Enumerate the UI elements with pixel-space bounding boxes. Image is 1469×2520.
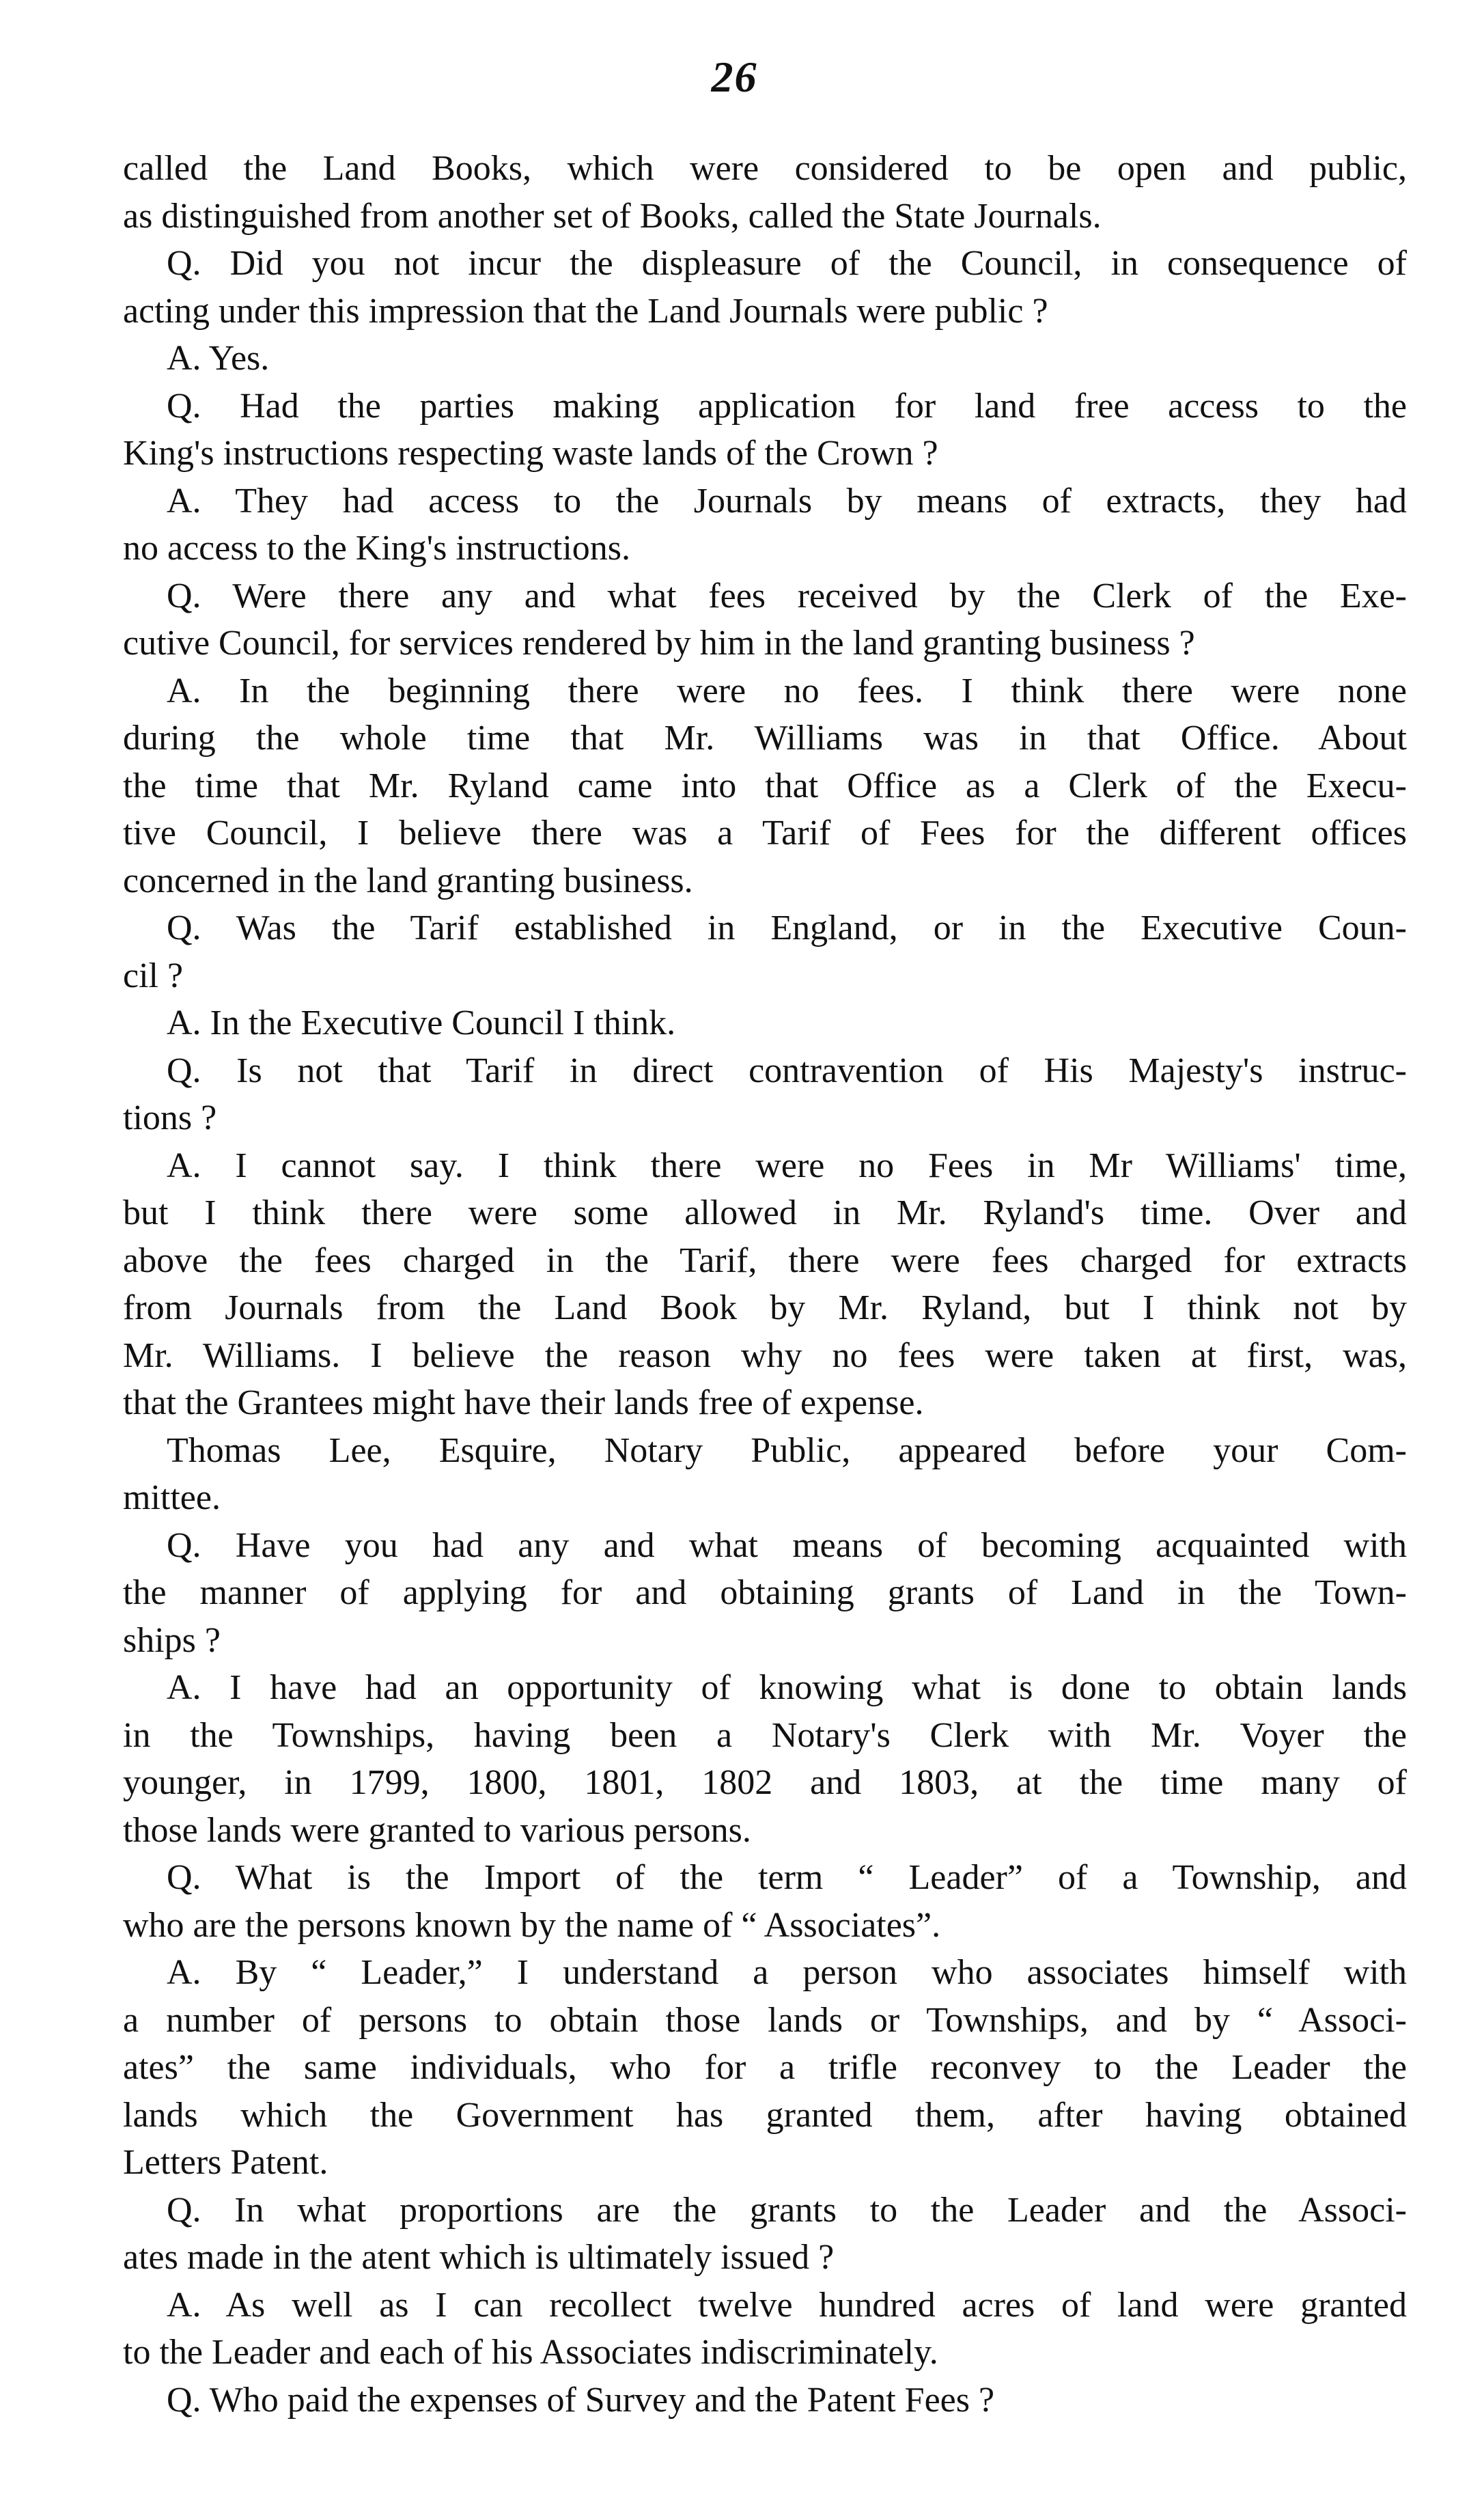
text-line: ates made in the atent which is ultimately issued ? [123, 2238, 835, 2277]
text-line: but I think there were some allowed in Mr. Ryland's time. Over and [123, 1193, 1407, 1232]
text-line: Q. Is not that Tarif in direct contravention of His Majesty's instruc- [167, 1051, 1407, 1090]
text-line: mittee. [123, 1478, 221, 1517]
text-line: above the fees charged in the Tarif, there were fees charged for extracts [123, 1241, 1407, 1280]
text-line: A. They had access to the Journals by means of extracts, they had [167, 481, 1407, 521]
text-line: that the Grantees might have their lands free of expense. [123, 1383, 924, 1422]
text-line: Q. Have you had any and what means of becoming acquainted with [167, 1525, 1407, 1565]
text-line: Q. Who paid the expenses of Survey and the Patent Fees ? [167, 2380, 995, 2420]
text-line: the manner of applying for and obtaining grants of Land in the Town- [123, 1573, 1407, 1612]
text-line: in the Townships, having been a Notary's Clerk with Mr. Voyer the [123, 1715, 1407, 1755]
text-line: Q. Was the Tarif established in England, or in the Executive Coun- [167, 909, 1407, 947]
text-line: Thomas Lee, Esquire, Notary Public, appeared before your Com- [167, 1430, 1407, 1470]
text-line: acting under this impression that the Land Journals were public ? [123, 291, 1048, 331]
text-line: to the Leader and each of his Associates indiscriminately. [123, 2333, 938, 2372]
text-line: during the whole time that Mr. Williams was in that Office. About [123, 719, 1407, 758]
text-line: those lands were granted to various persons. [123, 1810, 751, 1850]
text-line: a number of persons to obtain those lands or Townships, and by “ Associ- [123, 2000, 1407, 2040]
text-line: A. I cannot say. I think there were no Fees in Mr Williams' time, [167, 1146, 1407, 1185]
page-number: 26 [711, 53, 758, 101]
text-line: who are the persons known by the name of “ Associates”. [123, 1905, 941, 1945]
text-line: A. In the Executive Council I think. [167, 1003, 676, 1042]
text-line: Q. In what proportions are the grants to the Leader and the Associ- [167, 2190, 1407, 2230]
text-line: A. By “ Leader,” I understand a person who associates himself with [167, 1953, 1407, 1992]
text-line: the time that Mr. Ryland came into that Office as a Clerk of the Execu- [123, 766, 1407, 805]
text-line: concerned in the land granting business. [123, 861, 693, 900]
text-line: Q. Had the parties making application for land free access to the [167, 386, 1407, 426]
text-line: Mr. Williams. I believe the reason why no fees were taken at first, was, [123, 1335, 1407, 1375]
text-line: younger, in 1799, 1800, 1801, 1802 and 1803, at the time many of [123, 1763, 1407, 1802]
text-line: Q. What is the Import of the term “ Leader” of a Township, and [167, 1858, 1407, 1897]
text-line: called the Land Books, which were considered to be open and public, [123, 149, 1407, 188]
text-line: A. I have had an opportunity of knowing what is done to obtain lands [167, 1668, 1407, 1707]
text-line: ships ? [123, 1620, 221, 1660]
text-line: A. Yes. [167, 339, 270, 378]
text-line: King's instructions respecting waste lands of the Crown ? [123, 434, 938, 473]
text-line: Letters Patent. [123, 2143, 328, 2182]
text-line: lands which the Government has granted them, after having obtained [123, 2095, 1407, 2135]
text-line: A. As well as I can recollect twelve hundred acres of land were granted [167, 2285, 1407, 2325]
text-line: Q. Did you not incur the displeasure of the Council, in consequence of [167, 244, 1407, 283]
text-line: as distinguished from another set of Books, called the State Journals. [123, 196, 1102, 236]
text-line: cutive Council, for services rendered by him in the land granting business ? [123, 624, 1195, 663]
body-text [123, 145, 1407, 2424]
text-line: Q. Were there any and what fees received by the Clerk of the Exe- [167, 576, 1407, 615]
text-line: no access to the King's instructions. [123, 529, 631, 568]
text-line: from Journals from the Land Book by Mr. Ryland, but I think not by [123, 1288, 1407, 1327]
text-line: A. In the beginning there were no fees. I think there were none [167, 671, 1407, 710]
text-line: ates” the same individuals, who for a trifle reconvey to the Leader the [123, 2048, 1407, 2087]
text-line: tions ? [123, 1098, 217, 1137]
text-line: cil ? [123, 956, 184, 995]
text-line: tive Council, I believe there was a Tarif of Fees for the different offices [123, 814, 1407, 853]
